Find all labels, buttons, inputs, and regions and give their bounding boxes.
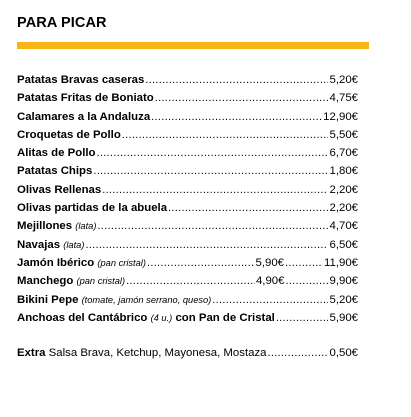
item-name [17, 257, 146, 269]
menu-item [17, 239, 358, 257]
item-price: 4,70€ [329, 220, 358, 233]
item-note: (pan cristal) [76, 276, 126, 287]
menu-item [17, 257, 358, 275]
extras-label: Extra [17, 347, 46, 359]
item-note: (lata) [75, 221, 97, 232]
item-price: 1,80€ [329, 165, 358, 178]
dot-leader [93, 165, 328, 177]
dot-leader [96, 147, 328, 159]
item-price: 2,20€ [329, 183, 358, 196]
dot-leader [145, 74, 328, 86]
item-name-text: Anchoas del Cantábrico [17, 311, 148, 324]
item-price: 5,50€ [329, 128, 358, 141]
menu-item [17, 184, 358, 202]
extras-label-group [17, 347, 266, 359]
item-name [17, 239, 84, 251]
dot-leader [285, 257, 323, 269]
dot-leader [151, 111, 322, 123]
dot-leader [85, 239, 328, 251]
item-name: Olivas Rellenas [17, 183, 102, 196]
item-price-half: 4,90€ [255, 275, 285, 288]
dot-leader [147, 257, 255, 269]
dot-leader [212, 294, 328, 306]
item-price: 6,70€ [329, 147, 358, 160]
item-name-text: Mejillones [17, 220, 73, 233]
menu-list [17, 74, 358, 330]
dot-leader [126, 275, 255, 287]
item-name [17, 294, 211, 306]
item-name-text: Bikini Pepe [17, 293, 79, 306]
item-price: 5,90€ [329, 311, 358, 324]
dot-leader [267, 347, 328, 359]
item-name-text: Manchego [17, 275, 74, 288]
menu-item [17, 147, 358, 165]
section-title: PARA PICAR [17, 15, 107, 31]
item-name: Alitas de Pollo [17, 147, 96, 160]
dot-leader [155, 92, 329, 104]
item-name [17, 312, 275, 324]
extras-price: 0,50€ [329, 347, 358, 359]
item-price: 11,90€ [324, 256, 358, 269]
item-note: (pan cristal) [97, 257, 146, 268]
extras-line [17, 347, 358, 365]
item-note: (4 u.) [150, 312, 173, 323]
dot-leader [285, 275, 328, 287]
dot-leader [102, 184, 328, 196]
item-price: 5,20€ [329, 74, 358, 86]
dot-leader [122, 129, 329, 141]
dot-leader [97, 220, 328, 232]
extras-text: Salsa Brava, Ketchup, Mayonesa, Mostaza [48, 347, 267, 359]
menu-item [17, 165, 358, 183]
menu-item [17, 275, 358, 293]
item-price: 9,90€ [329, 275, 358, 288]
dot-leader [168, 202, 328, 214]
item-price: 2,20€ [329, 202, 358, 215]
item-note: (tomate, jamón serrano, queso) [81, 294, 212, 305]
item-name: Patatas Fritas de Boniato [17, 92, 154, 105]
item-name: Olivas partidas de la abuela [17, 202, 168, 215]
menu-item [17, 74, 358, 92]
item-name [17, 275, 125, 287]
item-price: 4,75€ [329, 92, 358, 105]
menu-item [17, 312, 358, 330]
item-note: (lata) [63, 239, 85, 250]
item-name: Croquetas de Pollo [17, 128, 121, 141]
item-name: Patatas Bravas caseras [17, 74, 145, 86]
extras-row [17, 347, 358, 365]
item-name-text: Navajas [17, 238, 61, 251]
item-price-half: 5,90€ [255, 256, 284, 269]
menu-item [17, 129, 358, 147]
item-name: Calamares a la Andaluza [17, 110, 151, 123]
menu-item [17, 202, 358, 220]
menu-item [17, 111, 358, 129]
menu-item [17, 294, 358, 312]
item-price: 12,90€ [323, 110, 358, 123]
item-price: 5,20€ [329, 293, 358, 306]
item-name-text: Jamón Ibérico [17, 256, 95, 269]
menu-item [17, 220, 358, 238]
item-name [17, 220, 96, 232]
item-name-suffix: con Pan de Cristal [175, 311, 275, 324]
section-accent-bar [17, 42, 369, 49]
item-name: Patatas Chips [17, 165, 93, 178]
dot-leader [276, 312, 329, 324]
item-price: 6,50€ [329, 238, 358, 251]
menu-item [17, 92, 358, 110]
